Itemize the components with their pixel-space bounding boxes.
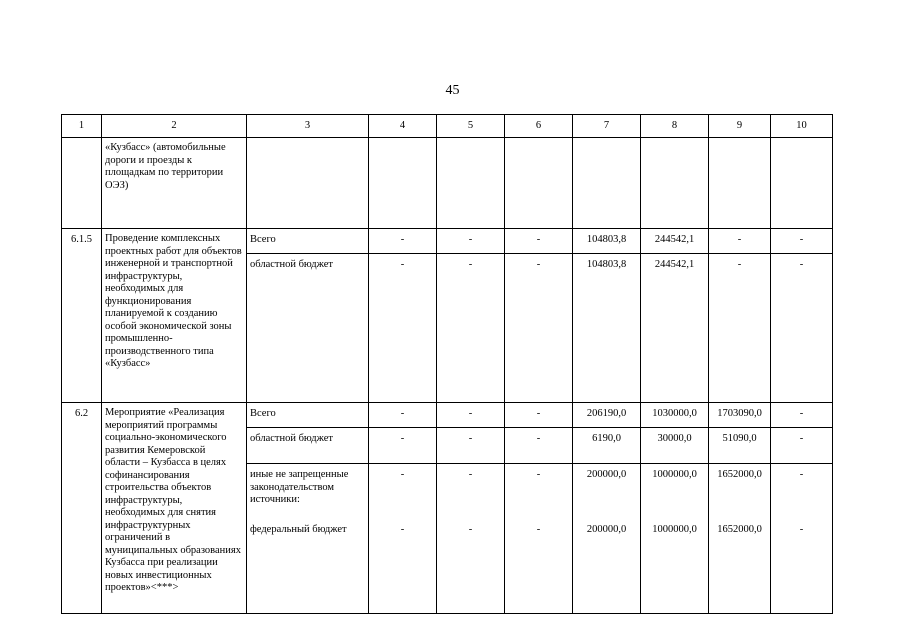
header-cell: 7 [573, 115, 641, 138]
header-cell: 9 [709, 115, 771, 138]
value-cell: - [369, 519, 437, 614]
value-cell: - [369, 464, 437, 519]
empty-cell [573, 138, 641, 229]
value-cell: 104803,8 [573, 229, 641, 254]
empty-cell [505, 138, 573, 229]
value-cell: - [709, 229, 771, 254]
header-cell: 10 [771, 115, 833, 138]
header-cell: 6 [505, 115, 573, 138]
value-cell: - [437, 519, 505, 614]
empty-cell [641, 138, 709, 229]
header-cell: 1 [62, 115, 102, 138]
value-cell: - [437, 464, 505, 519]
value-cell: 30000,0 [641, 428, 709, 464]
value-cell: - [437, 403, 505, 428]
row-name-cell: Проведение комплексных проектных работ для объектов инженерной и транспортной инфраструктуры, необходимых для функционирования планируемой к созданию особой экономической зоны промышленно-производственного типа «Кузбасс» [102, 229, 247, 403]
page-number: 45 [445, 83, 460, 98]
value-cell: - [369, 403, 437, 428]
row-name-cell: «Кузбасс» (автомобильные дороги и проезды к площадкам по территории ОЭЗ) [102, 138, 247, 229]
value-cell: 206190,0 [573, 403, 641, 428]
value-cell: 6190,0 [573, 428, 641, 464]
empty-cell [771, 138, 833, 229]
source-label-cell: иные не запрещенные законодательством источники: [247, 464, 369, 519]
empty-cell [369, 138, 437, 229]
row-id-cell [62, 138, 102, 229]
value-cell: - [771, 464, 833, 519]
value-cell: 104803,8 [573, 254, 641, 403]
row-id-cell: 6.1.5 [62, 229, 102, 403]
value-cell: 200000,0 [573, 519, 641, 614]
value-cell: 244542,1 [641, 229, 709, 254]
value-cell: 200000,0 [573, 464, 641, 519]
header-cell: 2 [102, 115, 247, 138]
empty-cell [709, 138, 771, 229]
value-cell: - [709, 254, 771, 403]
source-label-cell: федеральный бюджет [247, 519, 369, 614]
empty-cell [437, 138, 505, 229]
value-cell: - [771, 229, 833, 254]
value-cell: - [437, 254, 505, 403]
table-row [62, 229, 833, 254]
value-cell: - [437, 428, 505, 464]
value-cell: 1000000,0 [641, 519, 709, 614]
value-cell: 1652000,0 [709, 464, 771, 519]
row-name-cell: Мероприятие «Реализация мероприятий программы социально-экономического развития Кемеровской области – Кузбасса в целях софинансирования строительства объектов инфраструктуры, необходимых для снятия инфраструктурных ограничений в муниципальных образованиях Кузбасса при реализации новых инвестиционных проектов»<***> [102, 403, 247, 614]
value-cell: - [771, 403, 833, 428]
value-cell: - [505, 254, 573, 403]
row-id-cell: 6.2 [62, 403, 102, 614]
value-cell: - [771, 519, 833, 614]
source-label-cell: Всего [247, 229, 369, 254]
empty-cell [247, 138, 369, 229]
value-cell: - [505, 464, 573, 519]
table-row [62, 138, 833, 229]
source-label-cell: Всего [247, 403, 369, 428]
value-cell: 1703090,0 [709, 403, 771, 428]
header-cell: 4 [369, 115, 437, 138]
table-row [62, 403, 833, 428]
value-cell: - [771, 254, 833, 403]
value-cell: 1000000,0 [641, 464, 709, 519]
budget-table [61, 114, 833, 614]
header-cell: 8 [641, 115, 709, 138]
table-header-row [62, 115, 833, 138]
value-cell: - [369, 254, 437, 403]
value-cell: - [369, 428, 437, 464]
value-cell: - [505, 229, 573, 254]
header-cell: 3 [247, 115, 369, 138]
source-label-cell: областной бюджет [247, 254, 369, 403]
value-cell: 1652000,0 [709, 519, 771, 614]
value-cell: - [771, 428, 833, 464]
value-cell: - [369, 229, 437, 254]
value-cell: - [437, 229, 505, 254]
value-cell: 51090,0 [709, 428, 771, 464]
value-cell: - [505, 403, 573, 428]
source-label-cell: областной бюджет [247, 428, 369, 464]
header-cell: 5 [437, 115, 505, 138]
value-cell: 1030000,0 [641, 403, 709, 428]
value-cell: - [505, 428, 573, 464]
value-cell: 244542,1 [641, 254, 709, 403]
value-cell: - [505, 519, 573, 614]
